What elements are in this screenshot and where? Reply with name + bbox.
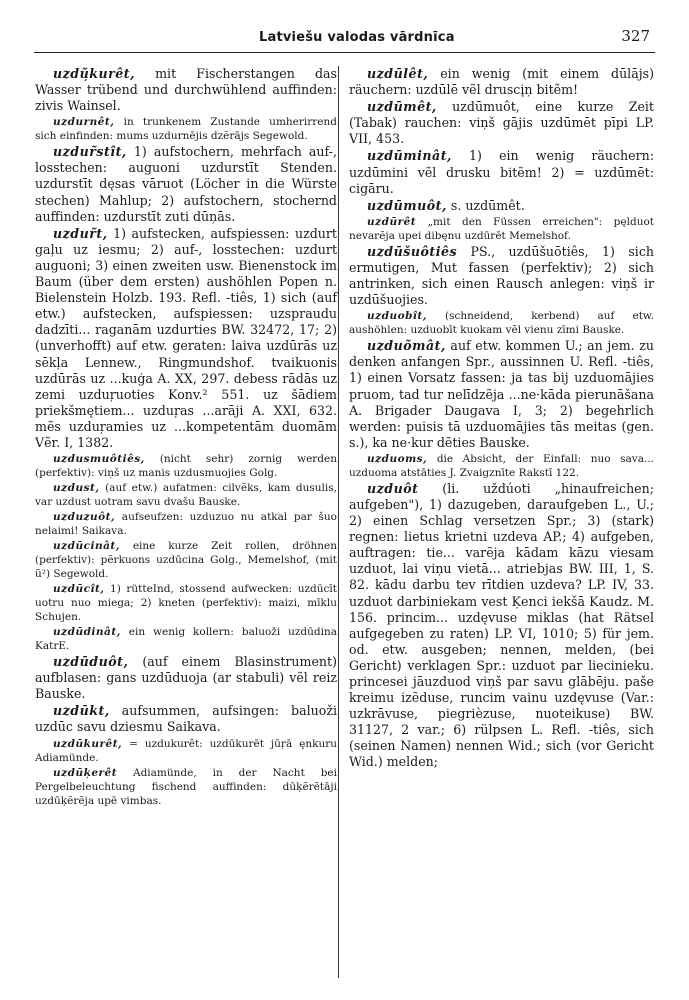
entry-headword: uzduzuôt, bbox=[53, 511, 116, 524]
dictionary-entry bbox=[35, 115, 337, 143]
entry-headword: uzdūdinât, bbox=[53, 626, 121, 639]
entry-headword: uzduôt bbox=[367, 480, 419, 496]
entry-headword: uzdūkt, bbox=[53, 703, 110, 719]
page-header bbox=[24, 27, 665, 52]
entry-definition: = uzdukurêt: uzdūkurēt jūŗā ęnkuru Adiamünde. bbox=[35, 737, 337, 764]
entry-definition: PS., uzdūšuōtiês, 1) sich ermutigen, Mut fassen (perfektiv); 2) sich antrinken, sich einen Rausch anlegen: viņš ir uzdūšuojies. bbox=[349, 243, 654, 308]
entry-headword: uzdur̃stît, bbox=[53, 144, 127, 160]
dictionary-entry bbox=[35, 625, 337, 653]
entry-headword: uzdur̃t, bbox=[53, 225, 108, 241]
entry-headword: uzdūcinât, bbox=[53, 540, 120, 553]
dictionary-entry bbox=[35, 481, 337, 509]
page-number: 327 bbox=[621, 27, 650, 45]
entry-definition: „mit den Füssen erreichen": pęlduot nevarẽja upei dibęnu uzdūrēt Memelshof. bbox=[349, 215, 654, 242]
entry-definition: ein wenig kollern: baluoži uzdūdina KatrE. bbox=[35, 626, 337, 653]
entry-definition: aufsummen, aufsingen: baluoži uzdūc savu dziesmu Saikava. bbox=[35, 703, 337, 735]
entry-headword: uzdūkurêt, bbox=[53, 737, 123, 750]
dictionary-entry bbox=[349, 244, 654, 308]
entry-headword: uzdũ̦kurêt, bbox=[53, 66, 136, 81]
entry-headword: uzdūšuôtiês bbox=[367, 243, 458, 259]
entry-definition: (auf etw.) aufatmen: cilvẽks, kam dusulis, var uzdust uotram savu dvašu Bauske. bbox=[35, 482, 337, 509]
entry-headword: uzdūlêt, bbox=[367, 66, 429, 81]
entry-headword: uzdusmuôtiês, bbox=[53, 453, 145, 466]
dictionary-entry bbox=[35, 510, 337, 538]
entry-definition: (auf einem Blasinstrument) aufblasen: gans uzdūduoja (ar stabuli) vẽl reiz Bauske. bbox=[35, 654, 337, 702]
entry-headword: uzdūminât, bbox=[367, 148, 452, 164]
dictionary-entry bbox=[35, 539, 337, 581]
entry-definition: Adiamünde, in der Nacht bei Pergelbeleuchtung fischend auffinden: dūķẽrẽtāji uzdūķẽrẽja upē vimbas. bbox=[35, 766, 337, 807]
dictionary-entry bbox=[349, 338, 654, 451]
dictionary-entry bbox=[35, 654, 337, 702]
dictionary-entry bbox=[35, 766, 337, 808]
entry-definition: 1) rütteInd, stossend aufwecken: uzdūcīt uotru nuo miega; 2) kneten (perfektiv): maizi, mīklu Schujen. bbox=[35, 583, 337, 624]
entry-headword: uzdūķerêt bbox=[53, 766, 118, 779]
entry-definition: 1) aufstochern, mehrfach auf-, losstechen: auguoni uzdurstīt Stenden. uzdurstīt dęsas vāruot (Löcher in die Würste stechen) Mahlup; 2) aufstochern, stochernd auffinden: uzdurstīt zuti dūņās. bbox=[35, 144, 337, 224]
entry-definition: uzdūmuôt, eine kurze Zeit (Tabak) rauchen: viņš gājis uzdūmēt pīpi LP. VII, 453. bbox=[349, 99, 654, 147]
dictionary-entry bbox=[349, 99, 654, 147]
entry-definition: 1) aufstecken, aufspiessen: uzdurt gaļu uz iesmu; 2) auf-, losstechen: uzdurt auguoni; 3) einen zweiten usw. Bienenstock im Baum (über dem ersten) aushöhlen Popen n. Bielenstein Holzb. 193. Refl. -tiês, 1) sich (auf etw.) aufstecken, aufspiessen: uzspraudu dadzīti... raganām uzdurties BW. 32472, 17; 2) (unverhofft) auf etw. geraten: laiva uzdūrās uz sēkļa Lennew., Ringmundshof. tvaikuonis uzdūrās uz ...kuģa A. XX, 297. debess rādās uz zemi uzduŗuoties Konv.² 551. uz šādiem priekšmętiem... uzduŗas ...arāji A. XXI, 632. mẽs uzduŗamies uz ...kompetentām duomām Vẽr. I, 1382. bbox=[35, 225, 337, 450]
left-column bbox=[35, 66, 337, 809]
dictionary-entry bbox=[349, 309, 654, 337]
entry-headword: uzduõmât, bbox=[367, 338, 446, 354]
entry-definition: auf etw. kommen U.; an jem. zu denken anfangen Spr., aussinnen U. Refl. -tiês, 1) einen Vorsatz fassen: ja tas bij uzduomājies pruom, tad tur nelīdzẽja ...ne·kāda pierunāšana A. Brigader Daugava I, 3; 2) begehrlich werden: puisis tā uzduomājies tās meitas (gen. s.), ka ne·kur dẽties Bauske. bbox=[349, 338, 654, 450]
entry-definition: (li. uždúoti „hinaufreichen; aufgeben"), 1) dazugeben, daraufgeben L., U.; 2) einen Schlag versetzen Spr.; 3) (stark) regnen: lietus krietni uzdeva AP.; 4) aufgeben, auftragen: tie... varẽja kādam kāzu viesam uzduot, lai viņu vietā... atriebjas BW. III, 1, S. 82. kādu darbu tev rītdien uzdeva? LP. IV, 33. uzduot darbiniekam vest Ķenci iekšā Kaudz. M. 156. princim... uzdęvuse miklas (hat Rätsel aufgegeben zu raten) LP. VI, 1010; 5) für jem. od. etw. ausgeben; nennen, melden, (bei Gericht) verklagen Spr.: uzduot par liecinieku. princesei jāuzduod viņš par savu glābēju. paše kreimu izẽduse, runcim vainu uzdęvuse (Var.: uzkrāvuse, piegrièzuse, nuoteikuse) BW. 31127, 2 var.; 6) rülpsen L. Refl. -tiês, sich (seinen Namen) nennen Wid.; sich (vor Gericht Wid.) melden; bbox=[349, 480, 654, 770]
running-title: Latviešu valodas vārdnīca bbox=[259, 30, 455, 45]
column-divider bbox=[338, 66, 339, 978]
dictionary-entry bbox=[349, 148, 654, 196]
entry-definition: 1) ein wenig räuchern: uzdūmini vẽl drusku bitẽm! 2) = uzdūmēt: cigāru. bbox=[349, 148, 654, 196]
entry-definition: s. uzdūmêt. bbox=[446, 197, 525, 213]
entry-headword: uzdurnêt, bbox=[53, 116, 115, 129]
dictionary-entry bbox=[35, 737, 337, 765]
dictionary-entry bbox=[35, 144, 337, 224]
right-column bbox=[349, 66, 654, 772]
header-rule bbox=[34, 52, 655, 53]
dictionary-entry bbox=[35, 582, 337, 624]
entry-definition: (schneidend, kerbend) auf etw. aushöhlen: uzduobīt kuokam vẽl vienu zīmi Bauske. bbox=[349, 310, 654, 337]
entry-definition: (nicht sehr) zornig werden (perfektiv): viņš uz manis uzdusmuojies Golg. bbox=[35, 453, 337, 480]
dictionary-entry bbox=[349, 198, 654, 214]
entry-headword: uzdūduôt, bbox=[53, 654, 129, 670]
entry-definition: aufseufzen: uzduzuo nu atkal par šuo nelaimi! Saikava. bbox=[35, 511, 337, 538]
dictionary-entry bbox=[349, 215, 654, 243]
entry-headword: uzdūrêt bbox=[367, 215, 417, 228]
entry-headword: uzdūcît, bbox=[53, 583, 105, 596]
entry-definition: mit Fischerstangen das Wasser trübend und durchwühlend auffinden: zivis Wainsel. bbox=[35, 66, 337, 114]
dictionary-entry bbox=[349, 481, 654, 771]
dictionary-entry bbox=[349, 452, 654, 480]
dictionary-entry bbox=[35, 66, 337, 114]
entry-headword: uzduobît, bbox=[367, 310, 427, 323]
dictionary-entry bbox=[35, 452, 337, 480]
entry-definition: die Absicht, der Einfall: nuo sava... uzduoma atstāties J. Zvaigznīte Rakstī 122. bbox=[349, 452, 654, 479]
entry-definition: ein wenig (mit einem dūlājs) räuchern: uzdūlē vẽl druscįņ bitẽm! bbox=[349, 66, 654, 98]
entry-headword: uzdūmêt, bbox=[367, 99, 437, 115]
dictionary-entry bbox=[35, 226, 337, 451]
entry-definition: in trunkenem Zustande umherirrend sich einfinden: mums uzdurnējis dzẽrājs Segewold. bbox=[35, 116, 337, 143]
dictionary-entry bbox=[349, 66, 654, 98]
entry-headword: uzduoms, bbox=[367, 452, 428, 465]
dictionary-entry bbox=[35, 703, 337, 735]
entry-headword: uzdust, bbox=[53, 482, 100, 495]
entry-headword: uzdūmuôt, bbox=[367, 197, 447, 213]
entry-definition: eine kurze Zeit rollen, dröhnen (perfektiv): pẽrkuons uzdūcina Golg., Memelshof, (mit ũ²) Segewold. bbox=[35, 540, 337, 581]
